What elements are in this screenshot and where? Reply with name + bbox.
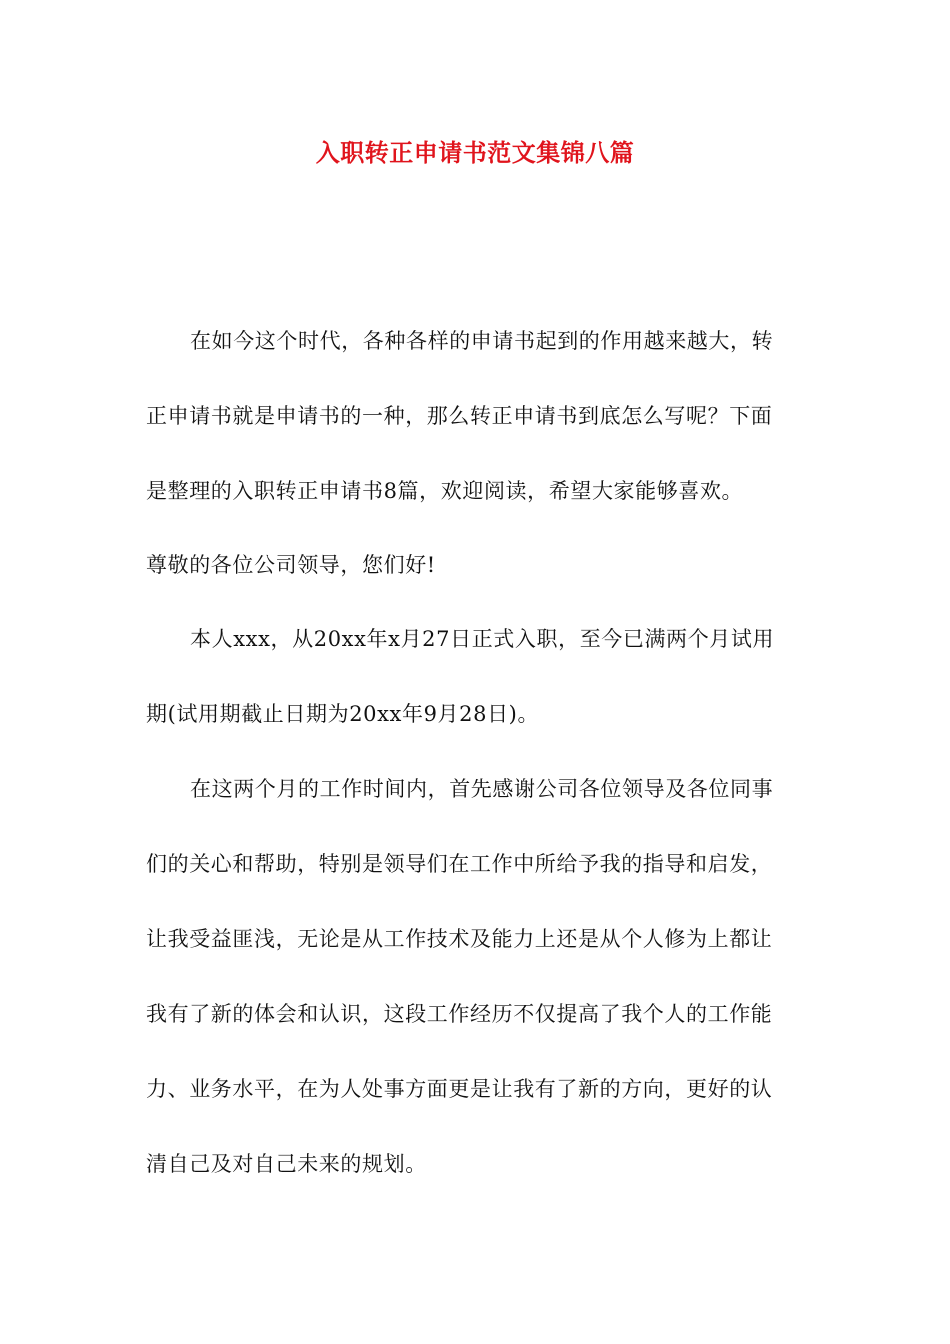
paragraph-3-line-1: 在这两个月的工作时间内，首先感谢公司各位领导及各位同事 xyxy=(190,777,774,801)
paragraph-3-line-4: 我有了新的体会和认识，这段工作经历不仅提高了我个人的工作能 xyxy=(146,1002,773,1026)
paragraph-3-line-5: 力、业务水平，在为人处事方面更是让我有了新的方向，更好的认 xyxy=(146,1077,773,1101)
document-title: 入职转正申请书范文集锦八篇 xyxy=(315,139,635,167)
salutation-line: 尊敬的各位公司领导，您们好! xyxy=(146,553,436,577)
paragraph-3-line-2: 们的关心和帮助，特别是领导们在工作中所给予我的指导和启发， xyxy=(146,852,773,876)
paragraph-2-line-2: 期(试用期截止日期为20xx年9月28日)。 xyxy=(146,702,540,726)
paragraph-1-line-1: 在如今这个时代，各种各样的申请书起到的作用越来越大，转 xyxy=(190,329,774,353)
paragraph-1-line-2: 正申请书就是申请书的一种，那么转正申请书到底怎么写呢？下面 xyxy=(146,404,773,428)
paragraph-1-line-3: 是整理的入职转正申请书8篇，欢迎阅读，希望大家能够喜欢。 xyxy=(146,479,744,503)
paragraph-3-line-3: 让我受益匪浅，无论是从工作技术及能力上还是从个人修为上都让 xyxy=(146,927,773,951)
paragraph-3-line-6: 清自己及对自己未来的规划。 xyxy=(146,1152,427,1176)
paragraph-2-line-1: 本人xxx，从20xx年x月27日正式入职，至今已满两个月试用 xyxy=(190,627,775,651)
